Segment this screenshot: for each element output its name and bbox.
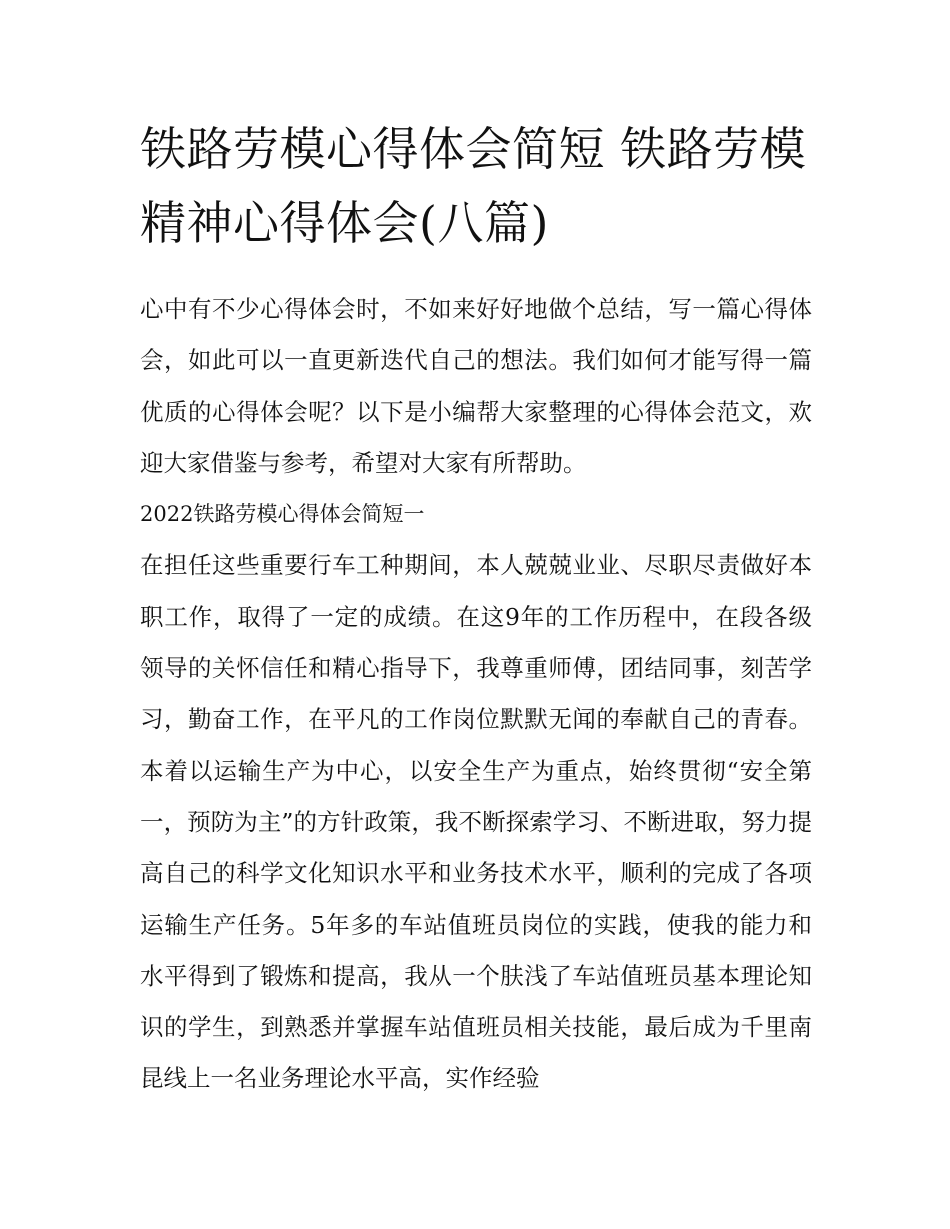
document-page [140, 112, 812, 1105]
document-title: 铁路劳模心得体会简短 铁路劳模精神心得体会(八篇) [140, 122, 807, 250]
intro-paragraph: 心中有不少心得体会时，不如来好好地做个总结，写一篇心得体会，如此可以一直更新迭代自己的想法。我们如何才能写得一篇优质的心得体会呢？以下是小编帮大家整理的心得体会范文，欢迎大家借鉴与参考，希望对大家有所帮助。 [140, 295, 812, 477]
section-heading: 2022铁路劳模心得体会简短一 [140, 502, 425, 527]
body-paragraph: 在担任这些重要行车工种期间，本人兢兢业业、尽职尽责做好本职工作，取得了一定的成绩。在这9年的工作历程中，在段各级领导的关怀信任和精心指导下，我尊重师傅，团结同事，刻苦学习，勤奋工作，在平凡的工作岗位默默无闻的奉献自己的青春。本着以运输生产为中心，以安全生产为重点，始终贯彻“安全第一，预防为主”的方针政策，我不断探索学习、不断进取，努力提高自己的科学文化知识水平和业务技术水平，顺利的完成了各项运输生产任务。5年多的车站值班员岗位的实践，使我的能力和水平得到了锻炼和提高，我从一个肤浅了车站值班员基本理论知识的学生，到熟悉并掌握车站值班员相关技能，最后成为千里南昆线上一名业务理论水平高，实作经验 [140, 551, 812, 1093]
